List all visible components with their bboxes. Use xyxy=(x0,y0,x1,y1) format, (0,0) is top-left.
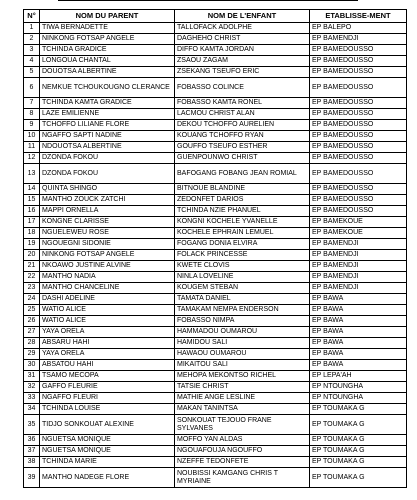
table-row xyxy=(24,283,407,294)
child-name: FOBASSO KAMTA RONEL xyxy=(175,98,310,109)
row-number: 23 xyxy=(24,283,40,294)
row-number: 6 xyxy=(24,78,40,98)
row-number: 35 xyxy=(24,415,40,435)
row-number: 9 xyxy=(24,120,40,131)
parent-name: TCHINDA MARIE xyxy=(40,457,175,468)
table-row xyxy=(24,153,407,164)
child-name: MAKAN TANINTSA xyxy=(175,404,310,415)
parent-name: NINKONG FOTSAP ANGELE xyxy=(40,34,175,45)
header-parent-name: NOM DU PARENT xyxy=(40,10,175,23)
child-name: HAMMADOU OUMAROU xyxy=(175,327,310,338)
beneficiaries-table xyxy=(23,9,407,488)
parent-name: DZONDA FOKOU xyxy=(40,153,175,164)
child-name: MATHIE ANGE LESLINE xyxy=(175,393,310,404)
table-row xyxy=(24,23,407,34)
parent-name: MANTHO CHANCELINE xyxy=(40,283,175,294)
parent-name: NGUETSA MONIQUE xyxy=(40,435,175,446)
child-name: BAFOGANG FOBANG JEAN ROMIAL xyxy=(175,164,310,184)
school-name: EP BAMEDOUSSO xyxy=(310,195,407,206)
top-rule xyxy=(58,0,358,1)
row-number: 37 xyxy=(24,446,40,457)
child-name: KOUGEM STEBAN xyxy=(175,283,310,294)
school-name: EP BAMEDOUSSO xyxy=(310,45,407,56)
table-row xyxy=(24,360,407,371)
parent-name: TCHOFFO LILIANE FLORE xyxy=(40,120,175,131)
child-name: TAMATA DANIEL xyxy=(175,294,310,305)
child-name: BITNOUE BLANDINE xyxy=(175,184,310,195)
school-name: EP BAMEDOUSSO xyxy=(310,142,407,153)
table-row xyxy=(24,120,407,131)
school-name: EP BAMEKOUE xyxy=(310,217,407,228)
parent-name: YAYA ORELA xyxy=(40,327,175,338)
row-number: 17 xyxy=(24,217,40,228)
row-number: 33 xyxy=(24,393,40,404)
table-row xyxy=(24,195,407,206)
table-row xyxy=(24,371,407,382)
table-row xyxy=(24,67,407,78)
school-name: EP TOUMAKA G xyxy=(310,404,407,415)
row-number: 26 xyxy=(24,316,40,327)
table-row xyxy=(24,34,407,45)
table-row xyxy=(24,250,407,261)
child-name: TCHINDA NZIE PHANUEL xyxy=(175,206,310,217)
header-school: ETABLISSE-MENT xyxy=(310,10,407,23)
school-name: EP BAMENDJI xyxy=(310,283,407,294)
school-name: EP TOUMAKA G xyxy=(310,446,407,457)
table-row xyxy=(24,228,407,239)
row-number: 21 xyxy=(24,261,40,272)
table-row xyxy=(24,164,407,184)
school-name: EP BALEPO xyxy=(310,23,407,34)
parent-name: NDOUOTSA ALBERTINE xyxy=(40,142,175,153)
school-name: EP BAMEDOUSSO xyxy=(310,120,407,131)
table-row xyxy=(24,316,407,327)
school-name: EP BAMEDOUSSO xyxy=(310,153,407,164)
child-name: FOBASSO NIMPA xyxy=(175,316,310,327)
row-number: 36 xyxy=(24,435,40,446)
child-name: TALLOFACK ADOLPHE xyxy=(175,23,310,34)
row-number: 12 xyxy=(24,153,40,164)
child-name: SONKOUAT TEJOUO FRANE SYLVANES xyxy=(175,415,310,435)
table-header-row xyxy=(24,10,407,23)
row-number: 13 xyxy=(24,164,40,184)
school-name: EP BAMEKOUE xyxy=(310,228,407,239)
row-number: 3 xyxy=(24,45,40,56)
school-name: EP BAMENDJI xyxy=(310,261,407,272)
child-name: FOBASSO COLINCE xyxy=(175,78,310,98)
table-row xyxy=(24,327,407,338)
child-name: HAWAOU OUMAROU xyxy=(175,349,310,360)
row-number: 28 xyxy=(24,338,40,349)
table-row xyxy=(24,272,407,283)
child-name: MEHOPA MEKONTSO RICHEL xyxy=(175,371,310,382)
school-name: EP BAWA xyxy=(310,316,407,327)
row-number: 30 xyxy=(24,360,40,371)
row-number: 2 xyxy=(24,34,40,45)
parent-name: TCHINDA GRADICE xyxy=(40,45,175,56)
table-row xyxy=(24,131,407,142)
school-name: EP TOUMAKA G xyxy=(310,435,407,446)
parent-name: GAFFO FLEURIE xyxy=(40,382,175,393)
child-name: FOLACK PRINCESSE xyxy=(175,250,310,261)
row-number: 8 xyxy=(24,109,40,120)
school-name: EP BAMEDOUSSO xyxy=(310,98,407,109)
child-name: DAGHEHO CHRIST xyxy=(175,34,310,45)
row-number: 20 xyxy=(24,250,40,261)
table-body xyxy=(24,23,407,488)
row-number: 25 xyxy=(24,305,40,316)
table-row xyxy=(24,446,407,457)
row-number: 7 xyxy=(24,98,40,109)
parent-name: WATIO ALICE xyxy=(40,316,175,327)
table-row xyxy=(24,404,407,415)
table-row xyxy=(24,338,407,349)
child-name: NZEFFE TEDONFETE xyxy=(175,457,310,468)
table-row xyxy=(24,98,407,109)
school-name: EP BAMEDOUSSO xyxy=(310,184,407,195)
parent-name: MAPPI ORNELLA xyxy=(40,206,175,217)
table-row xyxy=(24,294,407,305)
table-row xyxy=(24,45,407,56)
row-number: 39 xyxy=(24,468,40,488)
child-name: NINLA LOVELINE xyxy=(175,272,310,283)
parent-name: NGAFFO FLEURI xyxy=(40,393,175,404)
school-name: EP BAMEDOUSSO xyxy=(310,78,407,98)
school-name: EP BAWA xyxy=(310,360,407,371)
child-name: DIFFO KAMTA JORDAN xyxy=(175,45,310,56)
table-row xyxy=(24,393,407,404)
parent-name: ABSATOU HAHI xyxy=(40,360,175,371)
parent-name: NGOUEGNI SIDONIE xyxy=(40,239,175,250)
row-number: 10 xyxy=(24,131,40,142)
parent-name: NKOAWO JUSTINE ALVINE xyxy=(40,261,175,272)
child-name: KWETE CLOVIS xyxy=(175,261,310,272)
row-number: 5 xyxy=(24,67,40,78)
school-name: EP BAWA xyxy=(310,294,407,305)
child-name: MIKAITOU SALI xyxy=(175,360,310,371)
parent-name: TSAMO MECOPA xyxy=(40,371,175,382)
child-name: GOUFFO TSEUFO ESTHER xyxy=(175,142,310,153)
school-name: EP BAMEDOUSSO xyxy=(310,109,407,120)
table-row xyxy=(24,206,407,217)
parent-name: NEMKUE TCHOUKOUGNO CLERANCE xyxy=(40,78,175,98)
parent-name: TIDJO SONKOUAT ALEXINE xyxy=(40,415,175,435)
row-number: 16 xyxy=(24,206,40,217)
child-name: KONGNI KOCHELE YVANELLE xyxy=(175,217,310,228)
parent-name: LONGOUA CHANTAL xyxy=(40,56,175,67)
row-number: 32 xyxy=(24,382,40,393)
header-number: N° xyxy=(24,10,40,23)
child-name: TAMAKAM NEMPA ENDERSON xyxy=(175,305,310,316)
school-name: EP NTOUNGHA xyxy=(310,393,407,404)
school-name: EP BAWA xyxy=(310,305,407,316)
school-name: EP TOUMAKA G xyxy=(310,457,407,468)
parent-name: MANTHO ZOUCK ZATCHI xyxy=(40,195,175,206)
child-name: KOUANG TCHOFFO RYAN xyxy=(175,131,310,142)
school-name: EP NTOUNGHA xyxy=(310,382,407,393)
school-name: EP TOUMAKA G xyxy=(310,468,407,488)
school-name: EP LEPA'AH xyxy=(310,371,407,382)
child-name: LACMOU CHRIST ALAN xyxy=(175,109,310,120)
table-row xyxy=(24,349,407,360)
school-name: EP BAMEDOUSSO xyxy=(310,131,407,142)
parent-name: KONGNE CLARISSE xyxy=(40,217,175,228)
parent-name: MANTHO NADEGE FLORE xyxy=(40,468,175,488)
row-number: 24 xyxy=(24,294,40,305)
table-row xyxy=(24,382,407,393)
row-number: 4 xyxy=(24,56,40,67)
table-row xyxy=(24,415,407,435)
school-name: EP BAMENDJI xyxy=(310,250,407,261)
school-name: EP BAWA xyxy=(310,338,407,349)
child-name: ZSEKANG TSEUFO ERIC xyxy=(175,67,310,78)
child-name: MOFFO YAN ALDAS xyxy=(175,435,310,446)
row-number: 18 xyxy=(24,228,40,239)
row-number: 1 xyxy=(24,23,40,34)
table-row xyxy=(24,261,407,272)
school-name: EP BAWA xyxy=(310,349,407,360)
parent-name: TCHINDA LOUISE xyxy=(40,404,175,415)
table-row xyxy=(24,468,407,488)
parent-name: MANTHO NADIA xyxy=(40,272,175,283)
row-number: 15 xyxy=(24,195,40,206)
child-name: HAMIDOU SALI xyxy=(175,338,310,349)
parent-name: YAYA ORELA xyxy=(40,349,175,360)
parent-name: TIWA BERNADETTE xyxy=(40,23,175,34)
school-name: EP BAWA xyxy=(310,327,407,338)
row-number: 31 xyxy=(24,371,40,382)
parent-name: LAZE EMILIENNE xyxy=(40,109,175,120)
child-name: FOGANG DONIA ELVIRA xyxy=(175,239,310,250)
parent-name: NGAFFO SAPTI NADINE xyxy=(40,131,175,142)
table-row xyxy=(24,239,407,250)
parent-name: DOUOTSA ALBERTINE xyxy=(40,67,175,78)
school-name: EP BAMEDOUSSO xyxy=(310,206,407,217)
parent-name: QUINTA SHINGO xyxy=(40,184,175,195)
child-name: KOCHELE EPHRAIN LEMUEL xyxy=(175,228,310,239)
school-name: EP BAMEDOUSSO xyxy=(310,164,407,184)
row-number: 14 xyxy=(24,184,40,195)
parent-name: TCHINDA KAMTA GRADICE xyxy=(40,98,175,109)
school-name: EP BAMEDOUSSO xyxy=(310,67,407,78)
child-name: ZEDONFET DARIOS xyxy=(175,195,310,206)
row-number: 29 xyxy=(24,349,40,360)
school-name: EP BAMEDOUSSO xyxy=(310,56,407,67)
row-number: 27 xyxy=(24,327,40,338)
parent-name: WATIO ALICE xyxy=(40,305,175,316)
parent-name: NINKONG FOTSAP ANGELE xyxy=(40,250,175,261)
table-row xyxy=(24,109,407,120)
school-name: EP TOUMAKA G xyxy=(310,415,407,435)
table-row xyxy=(24,457,407,468)
school-name: EP BAMENDJI xyxy=(310,272,407,283)
table-row xyxy=(24,142,407,153)
child-name: DEKOU TCHOFFO AURELIEN xyxy=(175,120,310,131)
table-row xyxy=(24,435,407,446)
parent-name: NGUELEWEU ROSE xyxy=(40,228,175,239)
table-row xyxy=(24,56,407,67)
child-name: GUENPOUNWO CHRIST xyxy=(175,153,310,164)
row-number: 11 xyxy=(24,142,40,153)
header-child-name: NOM DE L'ENFANT xyxy=(175,10,310,23)
row-number: 38 xyxy=(24,457,40,468)
table-row xyxy=(24,184,407,195)
child-name: NOUBISSI KAMGANG CHRIS T MYRIAINE xyxy=(175,468,310,488)
child-name: ZSAOU ZAGAM xyxy=(175,56,310,67)
table-row xyxy=(24,305,407,316)
parent-name: NGUETSA MONIQUE xyxy=(40,446,175,457)
row-number: 22 xyxy=(24,272,40,283)
school-name: EP BAMENDJI xyxy=(310,34,407,45)
parent-name: DZONDA FOKOU xyxy=(40,164,175,184)
table-row xyxy=(24,217,407,228)
child-name: NGOUAFOUJA NGOUFFO xyxy=(175,446,310,457)
child-name: TATSIE CHRIST xyxy=(175,382,310,393)
table-row xyxy=(24,78,407,98)
school-name: EP BAMENDJI xyxy=(310,239,407,250)
row-number: 34 xyxy=(24,404,40,415)
parent-name: DASHI ADELINE xyxy=(40,294,175,305)
parent-name: ABSARU HAHI xyxy=(40,338,175,349)
row-number: 19 xyxy=(24,239,40,250)
